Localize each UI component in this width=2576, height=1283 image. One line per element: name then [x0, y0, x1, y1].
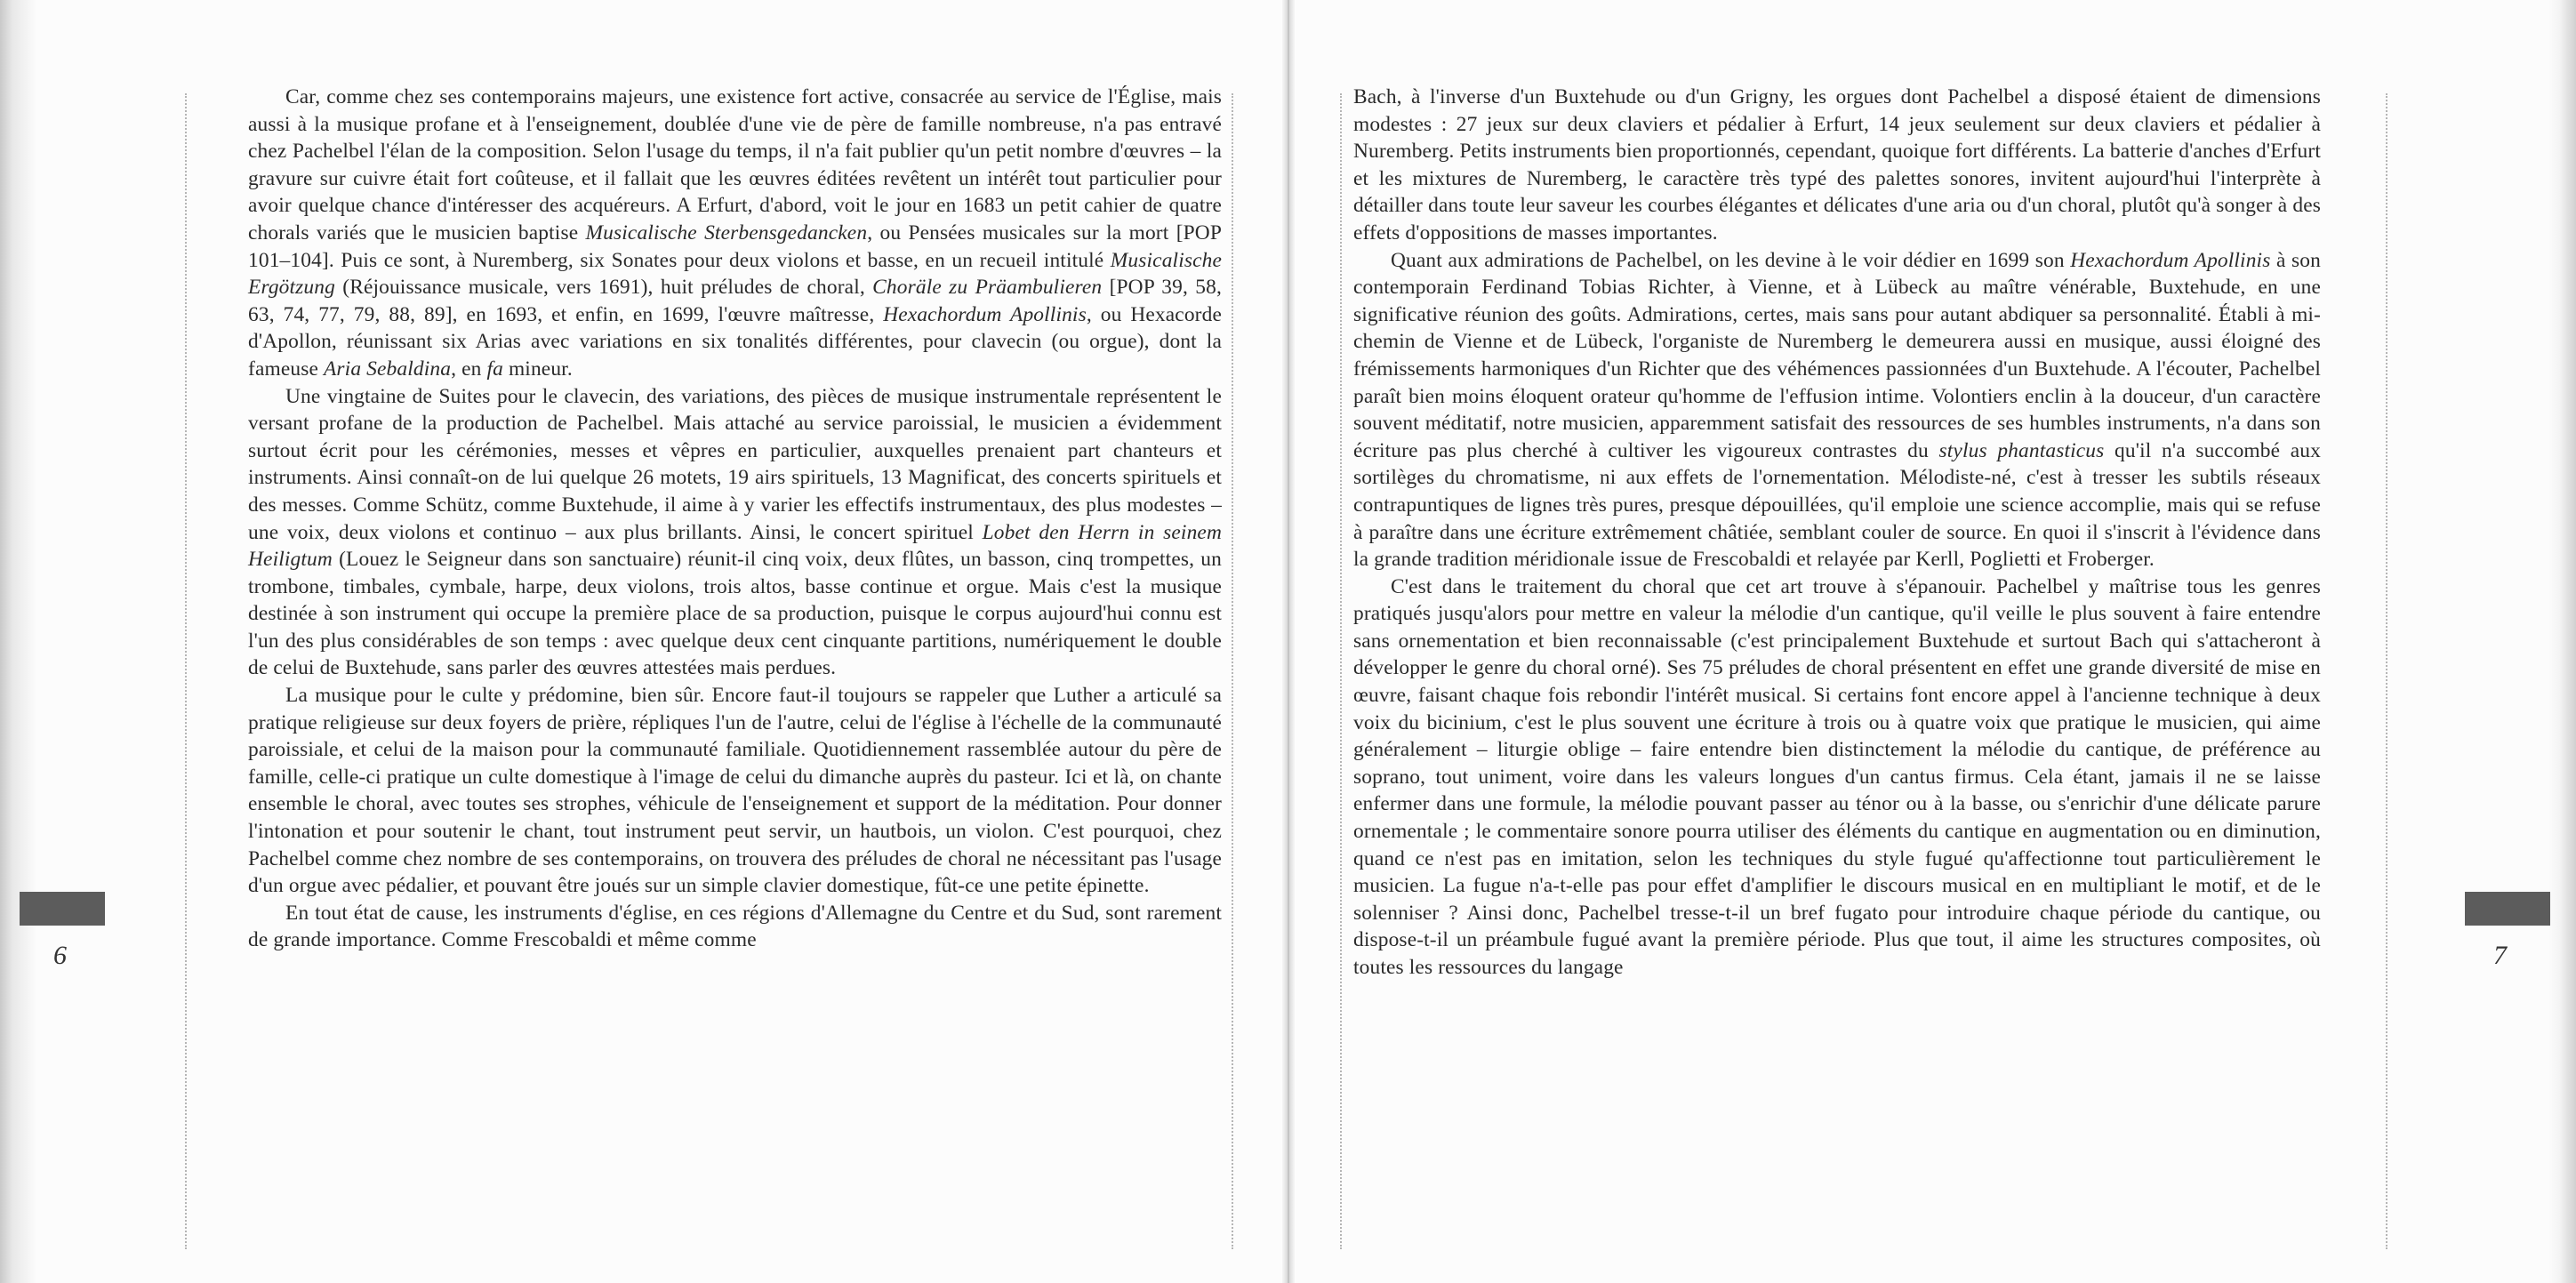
paragraph: [248, 682, 1222, 900]
text-run: à son contemporain Ferdinand Tobias Richter, à Vienne, et à Lübeck au maître vénérable, Buxtehude, en une significative réunion des goûts. Admirations, certes, mais sans pour autant abdiquer sa personnalité. Établi à mi-chemin de Vienne et de Lübeck, l'organiste de Nuremberg le demeurera aussi en musique, aussi éloigné des frémissements harmoniques d'un Richter que des véhémences passionnées d'un Buxtehude. A l'écouter, Pachelbel paraît bien moins éloquent orateur qu'homme de l'effusion intime. Volontiers enclin à la douceur, d'un caractère souvent méditatif, notre musicien, apparemment satisfait des ressources de ses humbles instruments, n'a dans son écriture pas plus cherché à cultiver les vigoureux contrastes du: [1353, 248, 2321, 462]
text-run: [POP 39, 58, 63, 74, 77, 79, 88, 89], en 1693, et enfin, en 1699, l'œuvre maîtresse,: [248, 276, 1222, 326]
paragraph: [248, 900, 1222, 954]
text-run: Bach, à l'inverse d'un Buxtehude ou d'un Grigny, les orgues dont Pachelbel a disposé étaient de dimensions modestes : 27 jeux sur deux claviers et pédalier à Erfurt, 14 jeux seulement sur deux claviers et pédalier à Nuremberg. Petits instruments bien proportionnés, cependant, quoique fort différents. La batterie d'anches d'Erfurt et les mixtures de Nuremberg, le caractère très typé des palettes sonores, invitent aujourd'hui l'interprète à détailler dans toute leur saveur les courbes élégantes et délicates d'une aria ou d'un choral, plutôt qu'à songer à des effets d'oppositions de masses importantes.: [1353, 85, 2321, 245]
text-run: , en: [451, 357, 487, 381]
text-run: C'est dans le traitement du choral que cet art trouve à s'épanouir. Pachelbel y maîtrise tous les genres pratiqués jusqu'alors pour mettre en valeur la mélodie d'un cantique, qu'il veille le plus souvent à faire entendre sans ornementation et bien reconnaissable (c'est principalement Buxtehude et surtout Bach qui s'attacheront à développer le genre du choral orné). Ses 75 préludes de choral présentent en effet une grande diversité de mise en œuvre, faisant chaque fois rebondir l'intérêt musical. Si certains font encore appel à l'ancienne technique à deux voix du bicinium, c'est le plus souvent une écriture à trois ou à quatre voix que pratique le musicien, qui aime généralement – liturgie oblige – faire entendre bien distinctement la mélodie du cantique, de préférence au soprano, tout uniment, voire dans les valeurs longues d'un cantus firmus. Cela étant, jamais il ne se laisse enfermer dans une formule, la mélodie pouvant passer au ténor ou à la basse, ou s'enrichir d'une délicate parure ornementale ; le commentaire sonore pourra utiliser des éléments du cantique en augmentation ou en diminution, quand ce n'est pas en imitation, selon les techniques du style fugué qu'affectionne tout particulièrement le musicien. La fugue n'a-t-elle pas pour effet d'amplifier le discours musical en en multipliant le motif, et de le solenniser ? Ainsi donc, Pachelbel tresse-t-il un bref fugato pour introduire chaque période du cantique, ou dispose-t-il un préambule fugué avant la première période. Plus que tout, il aime les structures composites, où toutes les ressources du langage: [1353, 574, 2321, 979]
paragraph: [1353, 84, 2321, 247]
margin-rule: [1340, 93, 1342, 1249]
text-run: Car, comme chez ses contemporains majeurs, une existence fort active, consacrée au service de l'Église, mais aussi à la musique profane et à l'enseignement, doublée d'une vie de père de famille nombreuse, n'a pas entravé chez Pachelbel l'élan de la composition. Selon l'usage du temps, il n'a fait publier qu'un petit nombre d'œuvres – la gravure sur cuivre était fort coûteuse, et il fallait que les œuvres éditées revêtent un intérêt tout particulier pour avoir quelque chance d'intéresser des acquéreurs. A Erfurt, d'abord, voit le jour en 1683 un petit cahier de quatre chorals variés que le musicien baptise: [248, 85, 1222, 245]
italic-title: Aria Sebaldina: [323, 357, 452, 381]
thumb-tab: [20, 892, 105, 926]
left-page-body: [248, 84, 1222, 954]
text-run: Une vingtaine de Suites pour le clavecin, des variations, des pièces de musique instrumentale représentent le versant profane de la production de Pachelbel. Mais attaché au service paroissial, le musicien a évidemment surtout écrit pour les cérémonies, messes et vêpres en particulier, auxquelles prenaient part chanteurs et instruments. Ainsi connaît-on de lui quelque 26 motets, 19 airs spirituels, 13 Magnificat, des concerts spirituels et des messes. Comme Schütz, comme Buxtehude, il aime à y varier les effectifs instrumentaux, des plus modestes – une voix, deux violons et continuo – aux plus brillants. Ainsi, le concert spirituel: [248, 384, 1222, 544]
page-number: 6: [53, 941, 67, 970]
paragraph: [1353, 573, 2321, 982]
italic-title: Choräle zu Präambulieren: [872, 276, 1103, 300]
italic-title: Hexachordum Apollinis: [2070, 248, 2271, 272]
book-gutter: [1282, 0, 1295, 1283]
italic-title: Hexachordum Apollinis: [883, 302, 1087, 326]
italic-title: Musicalische Sterbensgedancken: [585, 221, 868, 245]
text-run: qu'il n'a succombé aux sortilèges du chromatisme, ni aux effets de l'ornementation. Mélodiste-né, c'est à tresser les subtils réseaux contrapuntiques de lignes très pures, presque dépouillées, qu'il emploie une science accomplie, mais qui se refuse à paraître dans une écriture extrêmement châtiée, semblant couler de source. En quoi il s'inscrit à l'évidence dans la grande tradition méridionale issue de Frescobaldi et relayée par Kerll, Poglietti et Froberger.: [1353, 438, 2321, 572]
page-number: 7: [2493, 941, 2507, 970]
paragraph: [248, 383, 1222, 683]
text-run: En tout état de cause, les instruments d'église, en ces régions d'Allemagne du Centre et du Sud, sont rarement de grande importance. Comme Frescobaldi et même comme: [248, 901, 1222, 952]
right-page-body: [1353, 84, 2321, 982]
page-edge-shadow: [2549, 0, 2576, 1283]
page-edge-shadow: [0, 0, 36, 1283]
italic-title: Musicalische Ergötzung: [248, 248, 1222, 300]
thumb-tab: [2465, 892, 2550, 926]
text-run: , ou Hexacorde d'Apollon, réunissant six Arias avec variations en six tonalités différentes, pour clavecin (ou orgue), dont la fameuse: [248, 302, 1222, 381]
text-run: (Louez le Seigneur dans son sanctuaire) réunit-il cinq voix, deux flûtes, un basson, cinq trompettes, un trombone, timbales, cymbale, harpe, deux violons, trois altos, basse continue et orgue. Mais c'est la musique destinée à son instrument qui occupe la première place de sa production, puisque le corpus aujourd'hui connu est l'un des plus considérables de son temps : avec quelque deux cent cinquante partitions, numériquement le double de celui de Buxtehude, sans parler des œuvres attestées mais perdues.: [248, 548, 1222, 680]
italic-title: Lobet den Herrn in seinem Heiligtum: [248, 520, 1222, 572]
text-run: mineur.: [502, 357, 573, 381]
text-run: , ou Pensées musicales sur la mort [POP 101–104]. Puis ce sont, à Nuremberg, six Sonates pour deux violons et basse, en un recueil intitulé: [248, 221, 1223, 272]
margin-rule: [1232, 93, 1233, 1249]
margin-rule: [2386, 93, 2387, 1249]
text-run: Quant aux admirations de Pachelbel, on les devine à le voir dédier en 1699 son: [1391, 248, 2071, 272]
margin-rule: [185, 93, 187, 1249]
paragraph: [1353, 247, 2321, 573]
text-run: La musique pour le culte y prédomine, bien sûr. Encore faut-il toujours se rappeler que Luther a articulé sa pratique religieuse sur deux foyers de prière, répliques l'un de l'autre, celui de l'église à l'échelle de la communauté paroissiale, et celui de la maison pour la communauté familiale. Quotidiennement rassemblée autour du père de famille, celle-ci pratique un culte domestique à l'image de celui du dimanche auprès du pasteur. Ici et là, on chante ensemble le choral, avec toutes ses strophes, véhicule de l'enseignement et support de la méditation. Pour donner l'intonation et pour soutenir le chant, tout instrument peut servir, un hautbois, un violon. C'est pourquoi, chez Pachelbel comme chez nombre de ses contemporains, on trouvera des préludes de choral ne nécessitant pas l'usage d'un orgue avec pédalier, et pouvant être joués sur un simple clavier domestique, fût-ce une petite épinette.: [248, 684, 1222, 898]
paragraph: [248, 84, 1222, 383]
text-run: (Réjouissance musicale, vers 1691), huit préludes de choral,: [334, 276, 873, 300]
italic-title: stylus phantasticus: [1938, 438, 2105, 462]
italic-title: fa: [486, 357, 503, 381]
right-page: [1288, 0, 2576, 1283]
